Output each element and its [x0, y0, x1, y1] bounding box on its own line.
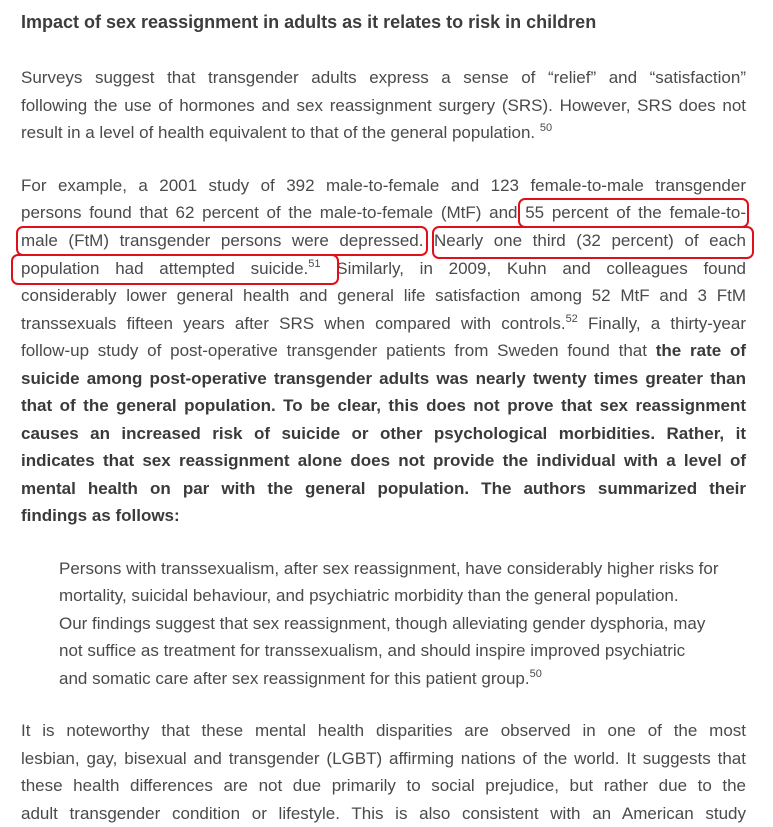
footnote-ref[interactable]: 50: [529, 668, 542, 680]
text-line: [21, 255, 746, 282]
text-line: For example, a 2001 study of 392 male-to-female and 123 female-to-male transgender: [21, 176, 746, 195]
text: Similarly, in 2009, Kuhn and colleagues found: [320, 259, 746, 278]
text-line: lesbian, gay, bisexual and transgender (LGBT) affirming nations of the world. It suggests that: [21, 749, 746, 768]
text-line: [21, 119, 746, 146]
quote-line: [59, 665, 749, 692]
section-heading: Impact of sex reassignment in adults as it relates to risk in children: [21, 12, 597, 32]
text-line: [21, 337, 746, 364]
text-line: persons found that 62 percent of the male-to-female (MtF) and 55 percent of the female-to-: [21, 203, 746, 222]
text-line: Surveys suggest that transgender adults express a sense of “relief” and “satisfaction”: [21, 68, 746, 87]
text-line: indicates that sex reassignment alone does not provide the individual with a level of: [21, 451, 746, 470]
text: follow-up study of post-operative transgender patients from Sweden found that: [21, 341, 656, 360]
text-line: following the use of hormones and sex reassignment surgery (SRS). However, SRS does not: [21, 96, 746, 115]
text-line: [21, 310, 746, 337]
text-line: It is noteworthy that these mental health disparities are observed in one of the most: [21, 721, 746, 740]
text-line: considerably lower general health and general life satisfaction among 52 MtF and 3 FtM: [21, 286, 746, 305]
quote-line: Our findings suggest that sex reassignment, though alleviating gender dysphoria, may: [59, 614, 706, 633]
text-line: these health differences are not due primarily to social prejudice, but rather due to the: [21, 776, 746, 795]
text-line: adult transgender condition or lifestyle. This is also consistent with an American study: [21, 804, 746, 823]
footnote-ref[interactable]: 50: [539, 122, 553, 134]
text: Finally, a thirty-year: [577, 314, 747, 333]
text-line: suicide among post-operative transgender adults was nearly twenty times greater than: [21, 369, 746, 388]
text-line: male (FtM) transgender persons were depressed. Nearly one third (32 percent) of each: [21, 231, 746, 250]
quote-line: not suffice as treatment for transsexualism, and should inspire improved psychiatric: [59, 641, 686, 660]
text: and somatic care after sex reassignment for this patient group.: [59, 669, 530, 688]
bold-text: the rate of: [655, 341, 746, 360]
footnote-ref[interactable]: 52: [565, 313, 578, 325]
text: population had attempted suicide.: [21, 259, 309, 278]
text: result in a level of health equivalent to that of the general population.: [21, 123, 536, 142]
text: transsexuals fifteen years after SRS when compared with controls.: [21, 314, 566, 333]
text-line: that of the general population. To be clear, this does not prove that sex reassignment: [21, 396, 746, 415]
footnote-ref[interactable]: 51: [308, 258, 321, 270]
text-line: findings as follows:: [21, 506, 180, 525]
text-line: mental health on par with the general population. The authors summarized their: [21, 479, 746, 498]
quote-line: Persons with transsexualism, after sex reassignment, have considerably higher risks for: [59, 559, 719, 578]
text-line: causes an increased risk of suicide or other psychological morbidities. Rather, it: [21, 424, 746, 443]
quote-line: mortality, suicidal behaviour, and psychiatric morbidity than the general population.: [59, 586, 679, 605]
